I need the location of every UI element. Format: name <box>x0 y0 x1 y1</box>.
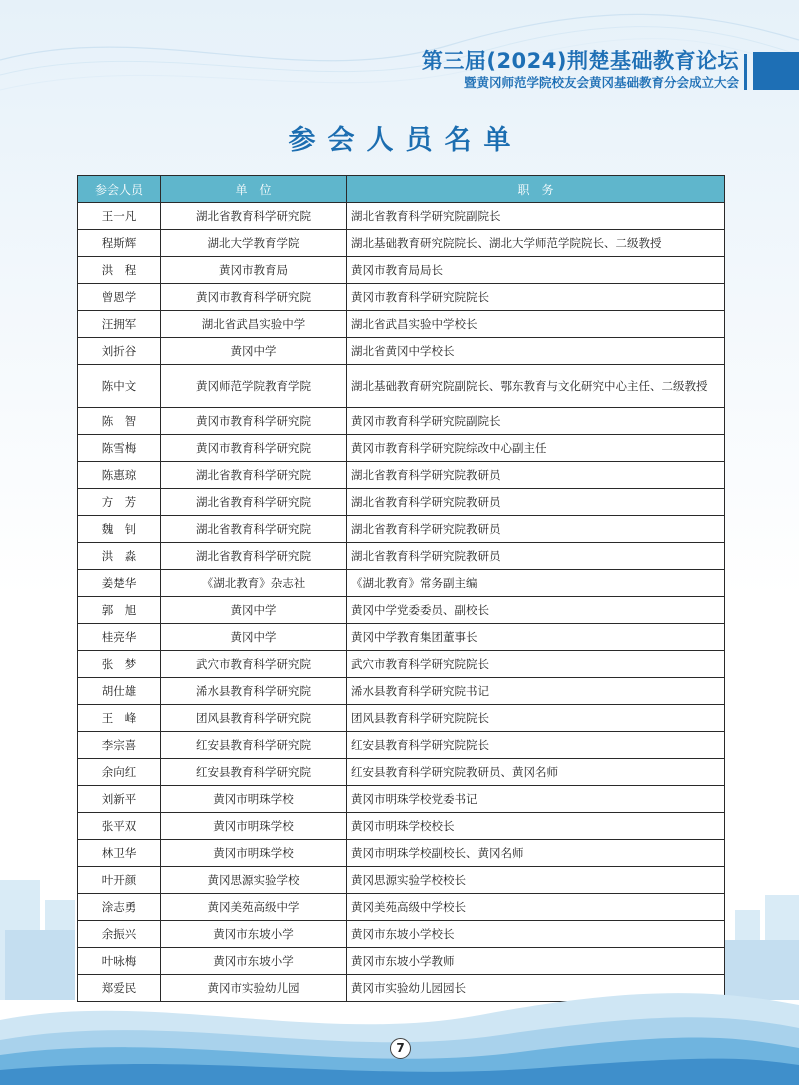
position-cell: 湖北省教育科学研究院副院长 <box>347 203 725 230</box>
attendee-name-cell: 程斯辉 <box>78 230 161 257</box>
table-row <box>78 786 725 813</box>
position-cell: 黄冈市明珠学校党委书记 <box>347 786 725 813</box>
attendee-name-cell: 涂志勇 <box>78 894 161 921</box>
column-header-unit: 单 位 <box>161 176 347 203</box>
position-cell: 黄冈市教育科学研究院院长 <box>347 284 725 311</box>
unit-cell: 黄冈中学 <box>161 338 347 365</box>
attendee-name-cell: 张 梦 <box>78 651 161 678</box>
attendee-name-cell: 李宗喜 <box>78 732 161 759</box>
unit-cell: 黄冈中学 <box>161 597 347 624</box>
unit-cell: 湖北大学教育学院 <box>161 230 347 257</box>
attendee-name-cell: 陈 智 <box>78 408 161 435</box>
attendee-name-cell: 林卫华 <box>78 840 161 867</box>
position-cell: 黄冈市东坡小学教师 <box>347 948 725 975</box>
table-row <box>78 516 725 543</box>
position-cell: 黄冈美苑高级中学校长 <box>347 894 725 921</box>
attendee-name-cell: 陈中文 <box>78 365 161 408</box>
position-cell: 黄冈市东坡小学校长 <box>347 921 725 948</box>
position-cell: 湖北省教育科学研究院教研员 <box>347 489 725 516</box>
table-row <box>78 759 725 786</box>
position-cell: 黄冈思源实验学校校长 <box>347 867 725 894</box>
table-row <box>78 597 725 624</box>
attendee-name-cell: 叶开颜 <box>78 867 161 894</box>
unit-cell: 《湖北教育》杂志社 <box>161 570 347 597</box>
event-subtitle: 暨黄冈师范学院校友会黄冈基础教育分会成立大会 <box>463 75 739 90</box>
table-row <box>78 435 725 462</box>
position-cell: 湖北省教育科学研究院教研员 <box>347 543 725 570</box>
position-cell: 黄冈市教育局局长 <box>347 257 725 284</box>
attendee-name-cell: 桂亮华 <box>78 624 161 651</box>
page-number: 7 <box>390 1038 411 1059</box>
table-row <box>78 257 725 284</box>
position-cell: 湖北省教育科学研究院教研员 <box>347 516 725 543</box>
attendee-name-cell: 洪 程 <box>78 257 161 284</box>
table-row <box>78 489 725 516</box>
page-title: 参会人员名单 <box>288 125 523 156</box>
unit-cell: 黄冈市教育局 <box>161 257 347 284</box>
unit-cell: 红安县教育科学研究院 <box>161 732 347 759</box>
position-cell: 湖北省教育科学研究院教研员 <box>347 462 725 489</box>
position-cell: 《湖北教育》常务副主编 <box>347 570 725 597</box>
table-row <box>78 813 725 840</box>
position-cell: 黄冈市教育科学研究院副院长 <box>347 408 725 435</box>
attendee-name-cell: 郭 旭 <box>78 597 161 624</box>
unit-cell: 湖北省教育科学研究院 <box>161 516 347 543</box>
unit-cell: 黄冈美苑高级中学 <box>161 894 347 921</box>
attendee-name-cell: 胡仕雄 <box>78 678 161 705</box>
position-cell: 湖北基础教育研究院副院长、鄂东教育与文化研究中心主任、二级教授 <box>347 365 725 408</box>
event-header <box>422 47 739 91</box>
table-row <box>78 651 725 678</box>
table-row <box>78 543 725 570</box>
position-cell: 黄冈中学党委委员、副校长 <box>347 597 725 624</box>
unit-cell: 黄冈市实验幼儿园 <box>161 975 347 1002</box>
header-accent-block <box>753 52 799 90</box>
attendee-name-cell: 陈惠琼 <box>78 462 161 489</box>
column-header-attendee: 参会人员 <box>78 176 161 203</box>
attendee-name-cell: 洪 淼 <box>78 543 161 570</box>
position-cell: 黄冈市明珠学校校长 <box>347 813 725 840</box>
attendee-name-cell: 陈雪梅 <box>78 435 161 462</box>
unit-cell: 湖北省教育科学研究院 <box>161 203 347 230</box>
attendee-name-cell: 王 峰 <box>78 705 161 732</box>
table-row <box>78 338 725 365</box>
unit-cell: 黄冈市东坡小学 <box>161 921 347 948</box>
table-row <box>78 732 725 759</box>
attendee-name-cell: 魏 钊 <box>78 516 161 543</box>
table-row <box>78 840 725 867</box>
unit-cell: 浠水县教育科学研究院 <box>161 678 347 705</box>
unit-cell: 黄冈市教育科学研究院 <box>161 408 347 435</box>
position-cell: 黄冈市实验幼儿园园长 <box>347 975 725 1002</box>
attendee-name-cell: 郑爱民 <box>78 975 161 1002</box>
position-cell: 黄冈中学教育集团董事长 <box>347 624 725 651</box>
unit-cell: 黄冈市明珠学校 <box>161 840 347 867</box>
unit-cell: 武穴市教育科学研究院 <box>161 651 347 678</box>
event-title: 第三届(2024)荆楚基础教育论坛 <box>421 49 739 73</box>
unit-cell: 湖北省教育科学研究院 <box>161 489 347 516</box>
unit-cell: 红安县教育科学研究院 <box>161 759 347 786</box>
attendee-name-cell: 张平双 <box>78 813 161 840</box>
table-row <box>78 284 725 311</box>
attendee-name-cell: 余向红 <box>78 759 161 786</box>
table-row <box>78 230 725 257</box>
unit-cell: 团风县教育科学研究院 <box>161 705 347 732</box>
unit-cell: 黄冈市东坡小学 <box>161 948 347 975</box>
column-header-position: 职 务 <box>347 176 725 203</box>
unit-cell: 湖北省教育科学研究院 <box>161 462 347 489</box>
position-cell: 黄冈市明珠学校副校长、黄冈名师 <box>347 840 725 867</box>
position-cell: 湖北基础教育研究院院长、湖北大学师范学院院长、二级教授 <box>347 230 725 257</box>
attendee-name-cell: 王一凡 <box>78 203 161 230</box>
attendee-name-cell: 汪拥军 <box>78 311 161 338</box>
position-cell: 武穴市教育科学研究院院长 <box>347 651 725 678</box>
unit-cell: 黄冈市明珠学校 <box>161 813 347 840</box>
attendee-name-cell: 余振兴 <box>78 921 161 948</box>
unit-cell: 黄冈市教育科学研究院 <box>161 435 347 462</box>
unit-cell: 黄冈师范学院教育学院 <box>161 365 347 408</box>
header-accent-line <box>744 54 747 90</box>
unit-cell: 湖北省武昌实验中学 <box>161 311 347 338</box>
attendee-name-cell: 姜楚华 <box>78 570 161 597</box>
position-cell: 团风县教育科学研究院院长 <box>347 705 725 732</box>
unit-cell: 黄冈市明珠学校 <box>161 786 347 813</box>
table-row <box>78 624 725 651</box>
unit-cell: 黄冈思源实验学校 <box>161 867 347 894</box>
attendee-name-cell: 方 芳 <box>78 489 161 516</box>
position-cell: 红安县教育科学研究院教研员、黄冈名师 <box>347 759 725 786</box>
position-cell: 浠水县教育科学研究院书记 <box>347 678 725 705</box>
position-cell: 湖北省黄冈中学校长 <box>347 338 725 365</box>
position-cell: 湖北省武昌实验中学校长 <box>347 311 725 338</box>
table-row <box>78 311 725 338</box>
table-row <box>78 678 725 705</box>
attendee-name-cell: 叶咏梅 <box>78 948 161 975</box>
attendee-name-cell: 刘折谷 <box>78 338 161 365</box>
table-row <box>78 365 725 408</box>
table-row <box>78 408 725 435</box>
attendee-name-cell: 曾恩学 <box>78 284 161 311</box>
unit-cell: 黄冈中学 <box>161 624 347 651</box>
table-row <box>78 570 725 597</box>
table-row <box>78 705 725 732</box>
unit-cell: 黄冈市教育科学研究院 <box>161 284 347 311</box>
table-row <box>78 462 725 489</box>
position-cell: 黄冈市教育科学研究院综改中心副主任 <box>347 435 725 462</box>
attendee-name-cell: 刘新平 <box>78 786 161 813</box>
unit-cell: 湖北省教育科学研究院 <box>161 543 347 570</box>
position-cell: 红安县教育科学研究院院长 <box>347 732 725 759</box>
table-header-row <box>78 176 725 203</box>
table-row <box>78 203 725 230</box>
